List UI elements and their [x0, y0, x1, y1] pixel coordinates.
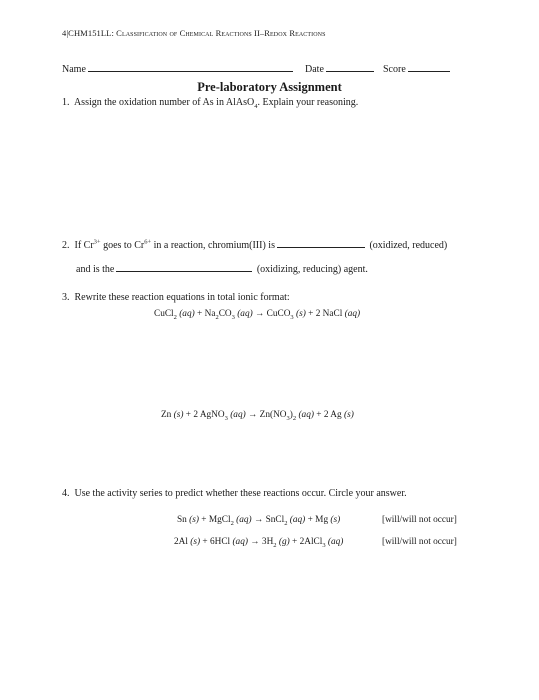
- q3-text: Rewrite these reaction equations in total ionic format:: [74, 292, 290, 303]
- name-field: [62, 64, 295, 75]
- name-label: Name: [62, 64, 86, 75]
- course-title: Classification of Chemical Reactions II–Redox Reactions: [116, 28, 326, 38]
- q4-equation-1: Sn (s) + MgCl$_2$ (aq) → SnCl$_2$ (aq) + Mg (s): [177, 515, 341, 527]
- score-label: Score: [383, 64, 406, 75]
- q2-blank-2[interactable]: [116, 271, 252, 272]
- q1-text: Assign the oxidation number of As in AlAsO$_4$. Explain your reasoning.: [73, 97, 359, 110]
- q2-number: 2.: [62, 240, 70, 251]
- q2-option-1: (oxidized, reduced): [369, 240, 448, 251]
- question-2: [62, 240, 447, 251]
- score-blank[interactable]: [408, 71, 450, 72]
- running-header: [62, 28, 326, 38]
- q1-number: 1.: [62, 97, 70, 108]
- header-separator: |: [66, 28, 69, 38]
- reaction-arrow-icon: →: [252, 309, 267, 319]
- q3-equation-2: Zn (s) + 2 AgNO$_3$ $(aq) \to Zn(NO_3)_2$ (aq) + 2 Ag (s): [161, 410, 354, 422]
- q2-text: If $Cr^{3+}$ goes to $Cr^{6+}$ in a reaction, chromium(III) is: [74, 238, 275, 251]
- date-field: [305, 64, 376, 75]
- question-3: [62, 292, 290, 303]
- q4-text: Use the activity series to predict whether these reactions occur. Circle your answer.: [74, 488, 407, 499]
- reaction-arrow-icon: →: [247, 537, 262, 547]
- q2-and-is: and is the: [76, 264, 115, 275]
- name-blank[interactable]: [88, 71, 293, 72]
- q4-choice-2[interactable]: [will/will not occur]: [382, 537, 457, 547]
- score-field: [383, 64, 452, 75]
- q2-blank-1[interactable]: [277, 247, 365, 248]
- question-2-line-2: [76, 264, 368, 275]
- page-title: Pre-laboratory Assignment: [197, 80, 342, 94]
- date-label: Date: [305, 64, 324, 75]
- reaction-arrow-icon: →: [251, 515, 266, 525]
- page-number: 4: [62, 28, 67, 38]
- question-1: [62, 97, 358, 108]
- q2-option-2: (oxidizing, reducing) agent.: [256, 264, 368, 275]
- question-4: [62, 488, 407, 499]
- q4-number: 4.: [62, 488, 70, 499]
- q4-equation-2: 2Al (s) + 6HCl $(aq) \to 3H_2$ (g) + 2AlCl$_3$ (aq): [174, 537, 344, 549]
- course-code: CHM151LL:: [68, 28, 117, 38]
- q3-number: 3.: [62, 292, 70, 303]
- q4-choice-1[interactable]: [will/will not occur]: [382, 515, 457, 525]
- q3-equation-1: CuCl$_2$ $(aq) + Na_2CO_3$ (aq) → CuCO$_3$ (s) + 2 NaCl (aq): [154, 309, 361, 321]
- reaction-arrow-icon: →: [245, 410, 260, 420]
- date-blank[interactable]: [326, 71, 374, 72]
